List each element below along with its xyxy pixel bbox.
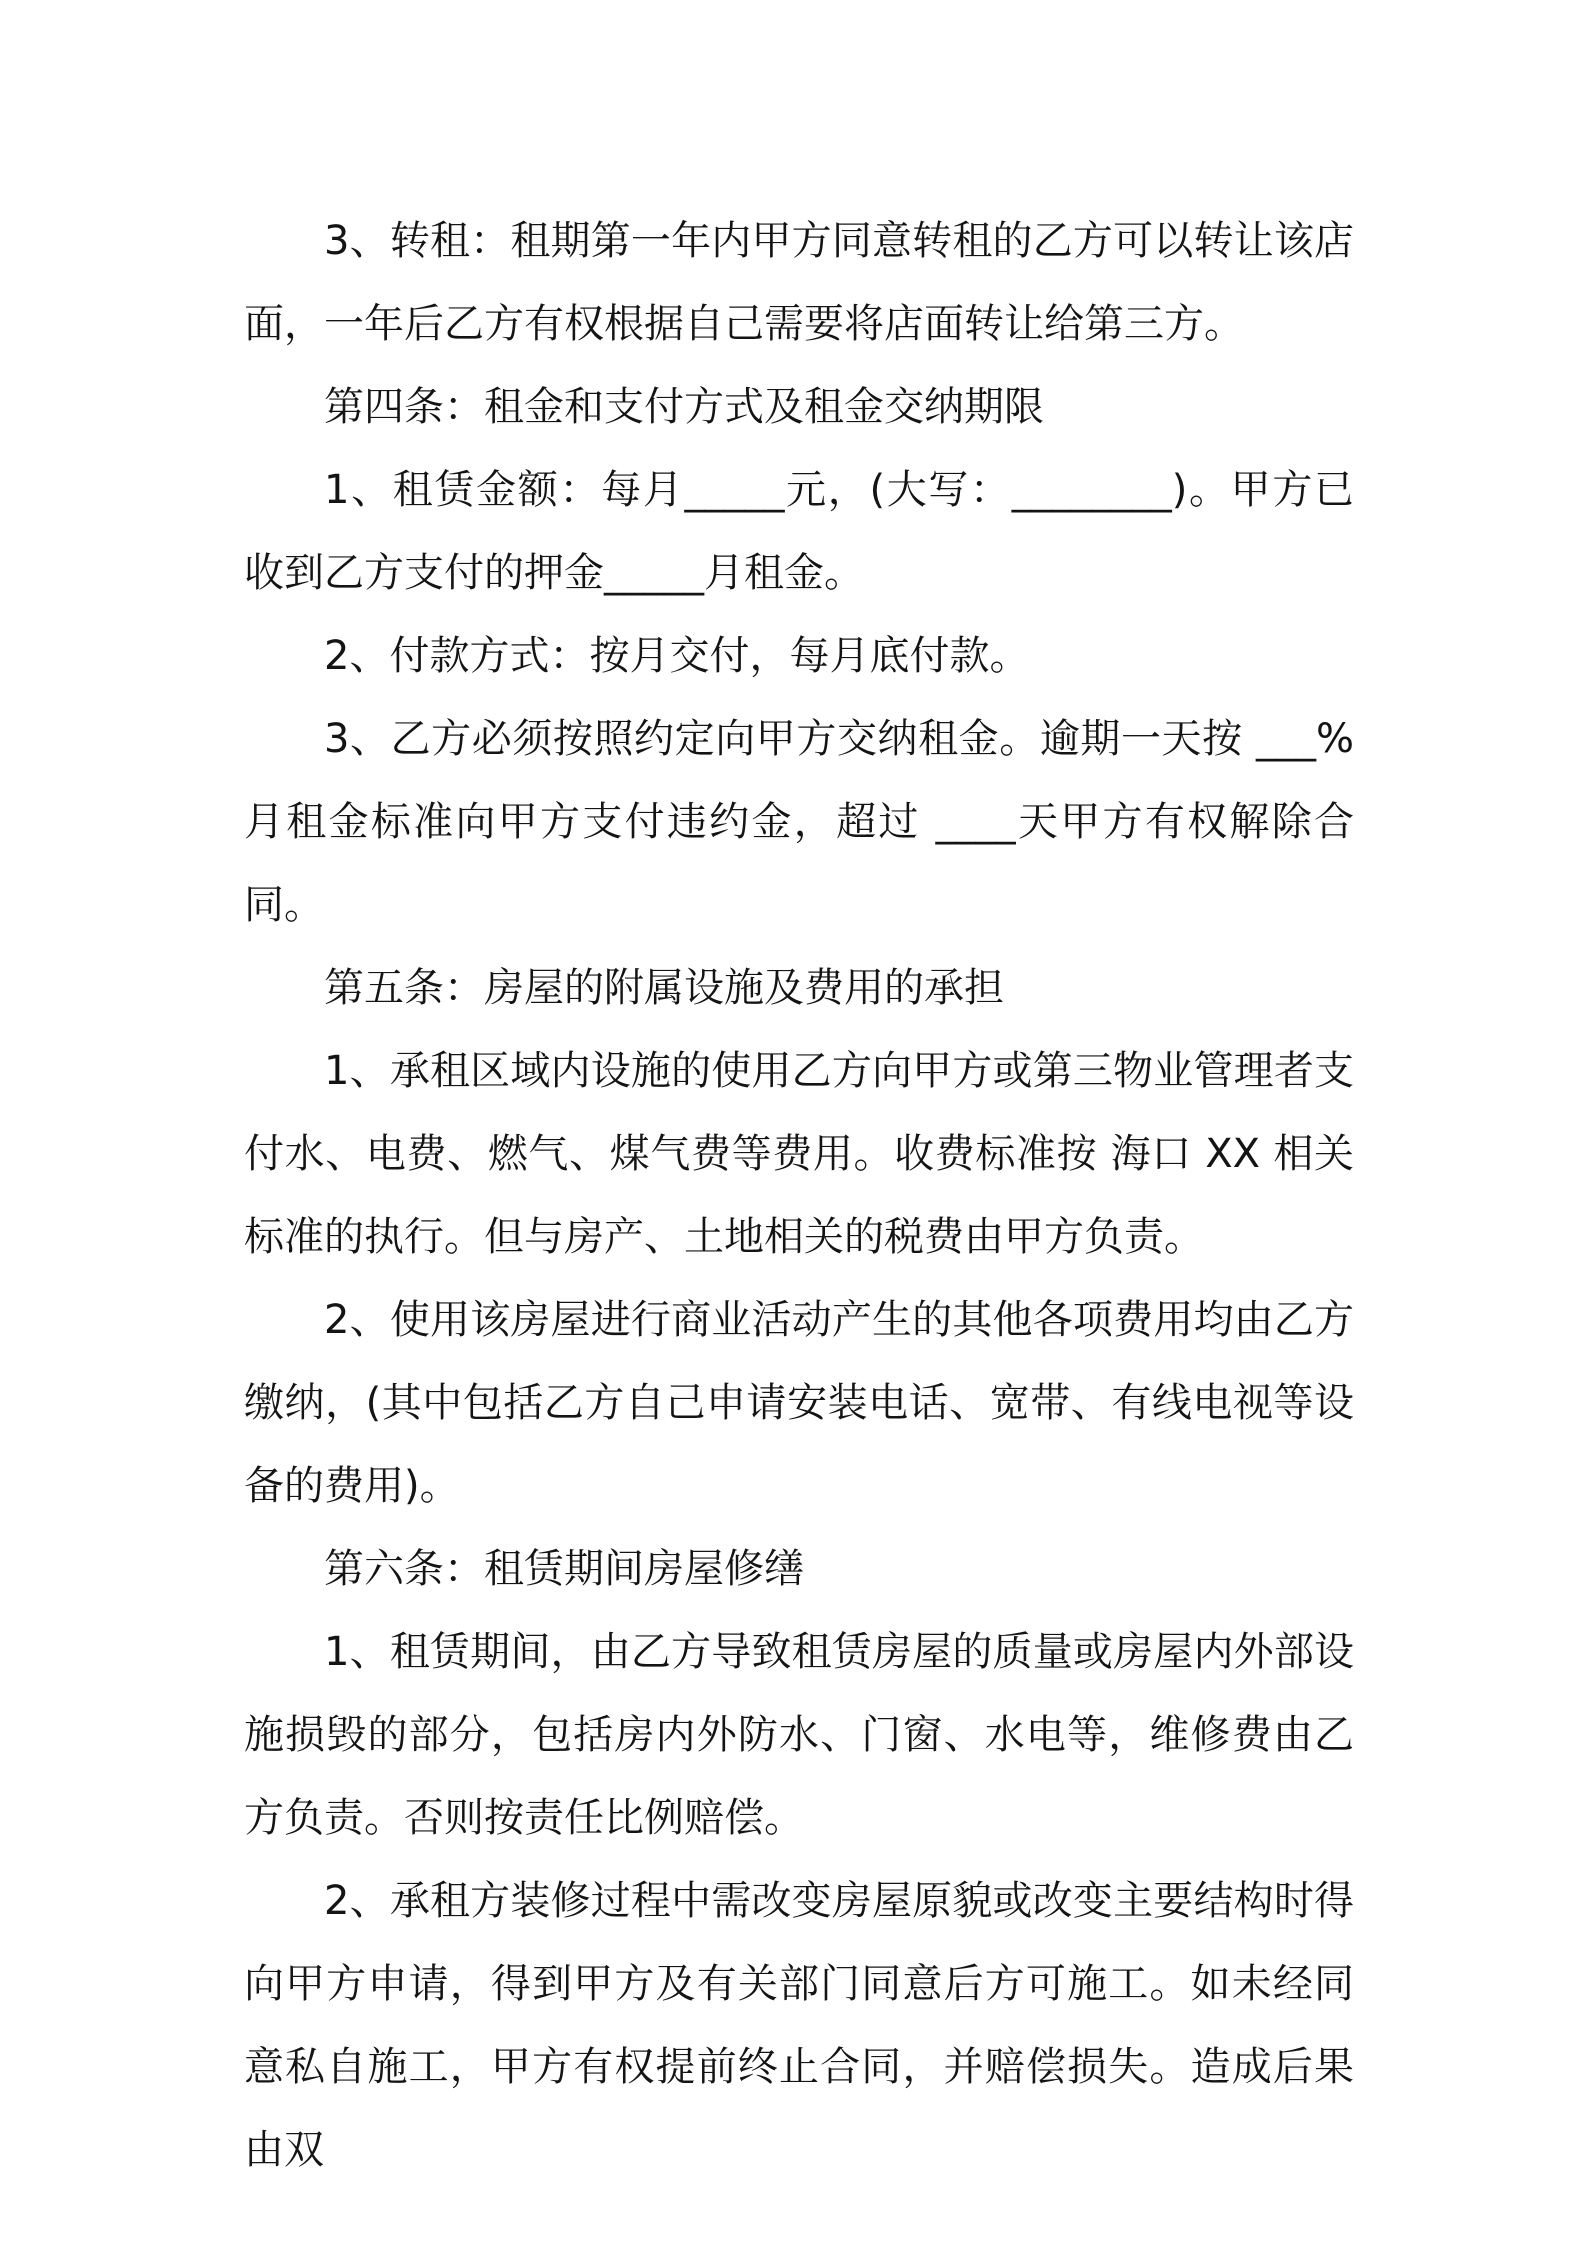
paragraph-repairs: 1、租赁期间，由乙方导致租赁房屋的质量或房屋内外部设施损毁的部分，包括房内外防水、门窗、水电等，维修费由乙方负责。否则按责任比例赔偿。 (244, 1629, 1354, 1841)
heading-article-5: 第五条：房屋的附属设施及费用的承担 (324, 965, 1004, 1011)
paragraph-payment-method: 2、付款方式：按月交付，每月底付款。 (324, 633, 1030, 679)
document-body (244, 200, 1354, 2192)
paragraph-utilities: 1、承租区域内设施的使用乙方向甲方或第三物业管理者支付水、电费、燃气、煤气费等费用。收费标准按 海口 XX 相关标准的执行。但与房产、土地相关的税费由甲方负责。 (244, 1048, 1354, 1260)
heading-article-6: 第六条：租赁期间房屋修缮 (324, 1546, 804, 1592)
heading-article-4: 第四条：租金和支付方式及租金交纳期限 (324, 384, 1044, 430)
paragraph-business-fees: 2、使用该房屋进行商业活动产生的其他各项费用均由乙方缴纳，(其中包括乙方自己申请安装电话、宽带、有线电视等设备的费用)。 (244, 1297, 1354, 1509)
paragraph-late-penalty: 3、乙方必须按照约定向甲方交纳租金。逾期一天按 ___%月租金标准向甲方支付违约金，超过 ____天甲方有权解除合同。 (244, 716, 1354, 928)
paragraph-rent-amount: 1、租赁金额：每月_____元，(大写：________)。甲方已收到乙方支付的押金_____月租金。 (244, 467, 1354, 596)
paragraph-sublet: 3、转租：租期第一年内甲方同意转租的乙方可以转让该店面，一年后乙方有权根据自己需要将店面转让给第三方。 (244, 218, 1354, 347)
paragraph-renovation: 2、承租方装修过程中需改变房屋原貌或改变主要结构时得向甲方申请，得到甲方及有关部门同意后方可施工。如未经同意私自施工，甲方有权提前终止合同，并赔偿损失。造成后果由双 (244, 1878, 1354, 2173)
